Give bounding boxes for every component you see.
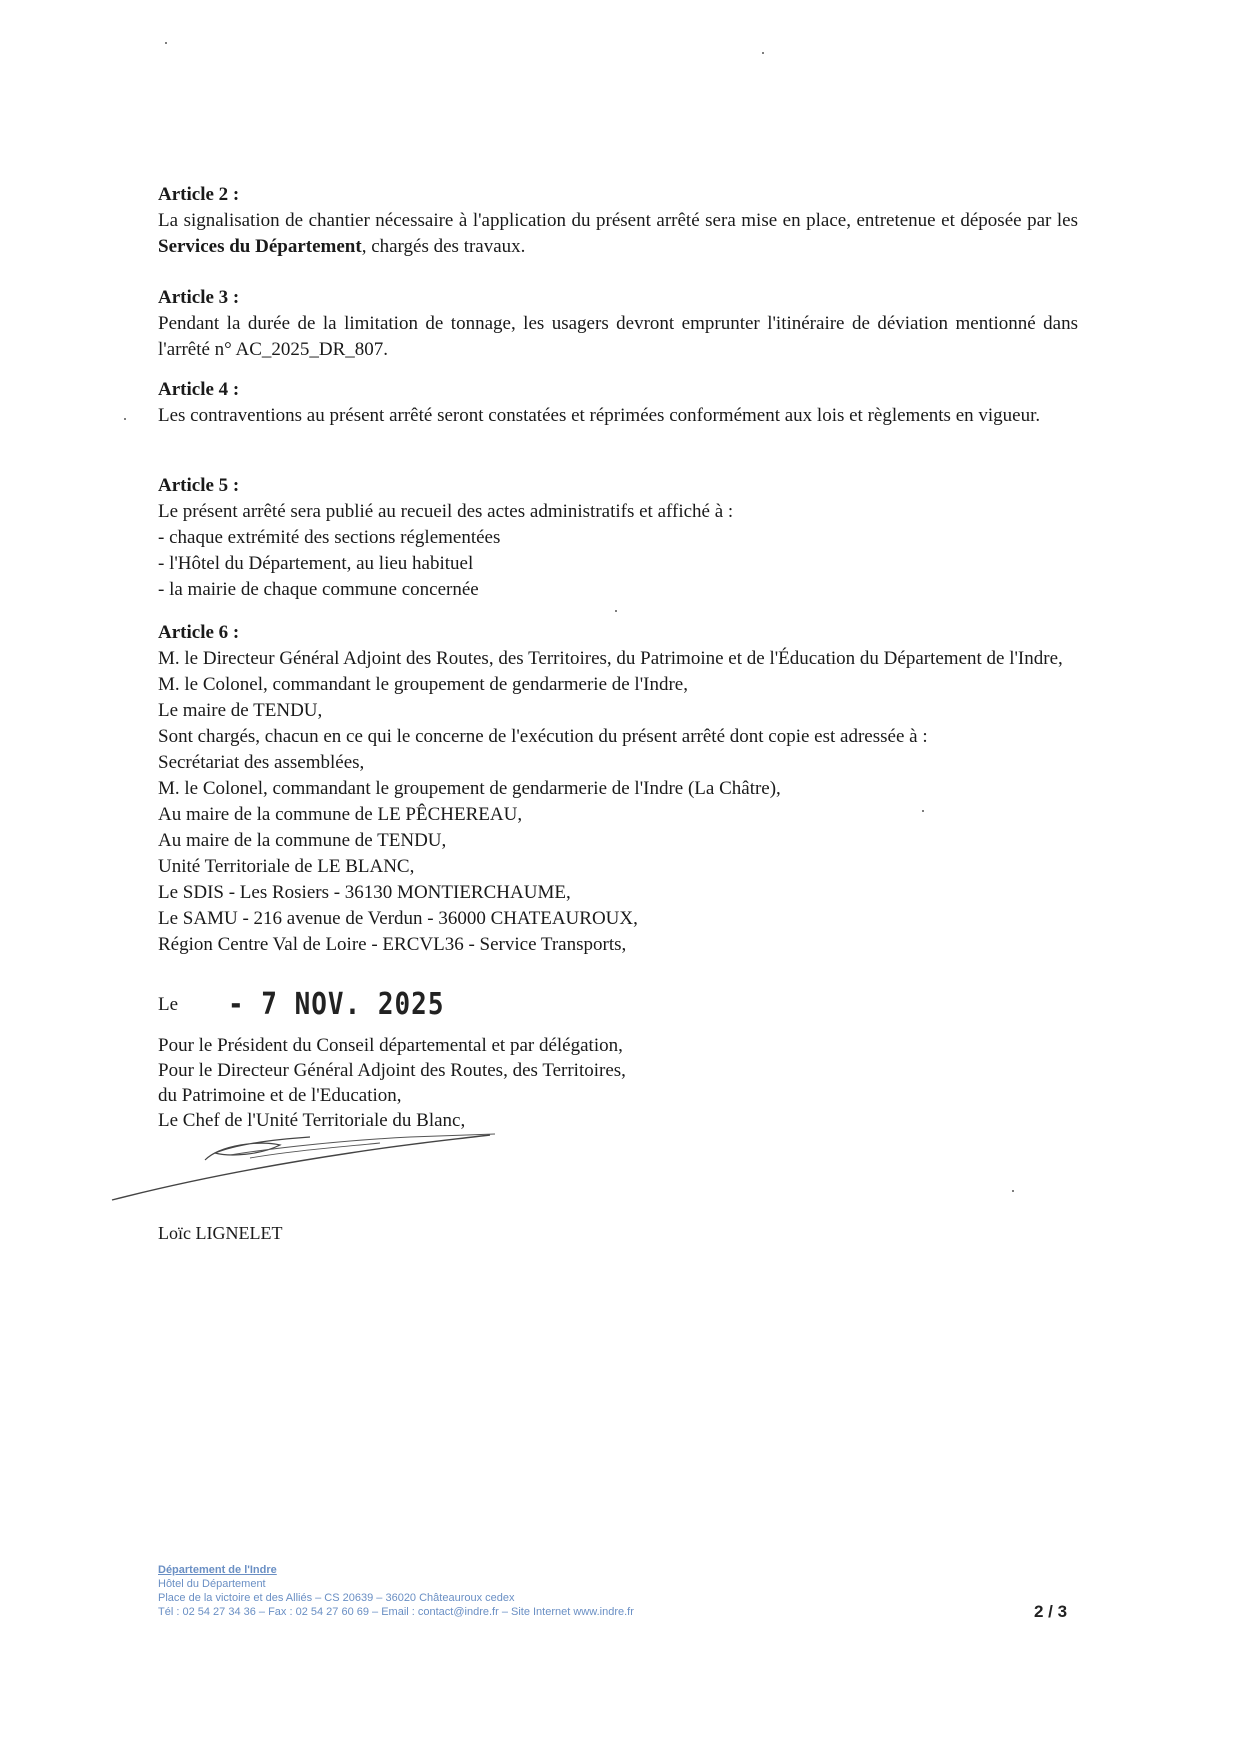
list-item: M. le Colonel, commandant le groupement de gendarmerie de l'Indre, (158, 674, 688, 695)
list-item: Sont chargés, chacun en ce qui le concerne de l'exécution du présent arrêté dont copie est adressée à : (158, 726, 928, 747)
article-3-title: Article 3 : (158, 287, 240, 308)
list-item: M. le Colonel, commandant le groupement de gendarmerie de l'Indre (La Châtre), (158, 778, 781, 799)
footer-line: Tél : 02 54 27 34 36 – Fax : 02 54 27 60 69 – Email : contact@indre.fr – Site Internet www.indre.fr (158, 1606, 634, 1618)
article-6 (158, 620, 1078, 958)
signature-block (158, 1033, 626, 1133)
list-item: Le maire de TENDU, (158, 700, 323, 721)
signature-line: Pour le Président du Conseil départemental et par délégation, (158, 1035, 623, 1056)
scan-speck (165, 42, 167, 44)
list-item: - l'Hôtel du Département, au lieu habituel (158, 553, 474, 574)
article-4-text: Les contraventions au présent arrêté seront constatées et réprimées conformément aux lois et règlements en vigueur. (158, 405, 1041, 426)
scan-speck (762, 52, 764, 54)
scan-speck (124, 418, 126, 420)
signature-line: Le Chef de l'Unité Territoriale du Blanc, (158, 1110, 466, 1131)
article-2-bold: Services du Département (158, 236, 362, 257)
list-item: Le SDIS - Les Rosiers - 36130 MONTIERCHAUME, (158, 882, 571, 903)
scan-speck (1012, 1190, 1014, 1192)
signature-line: du Patrimoine et de l'Education, (158, 1085, 402, 1106)
handwritten-signature (110, 1125, 510, 1205)
article-5-title: Article 5 : (158, 475, 240, 496)
date-label: Le (158, 994, 179, 1015)
article-5-intro: Le présent arrêté sera publié au recueil des actes administratifs et affiché à : (158, 501, 734, 522)
list-item: Au maire de la commune de LE PÊCHEREAU, (158, 804, 523, 825)
signer-name: Loïc LIGNELET (158, 1223, 283, 1243)
signature-line: Pour le Directeur Général Adjoint des Routes, des Territoires, (158, 1060, 626, 1081)
article-2-title: Article 2 : (158, 184, 240, 205)
page-number: 2 / 3 (1034, 1602, 1068, 1621)
article-5 (158, 473, 1078, 603)
scan-speck (615, 610, 617, 612)
footer (158, 1563, 634, 1619)
article-2-text: La signalisation de chantier nécessaire à l'application du présent arrêté sera mise en place, entretenue et déposée par les Services du Département, chargés des travaux. (158, 210, 1078, 257)
list-item: - chaque extrémité des sections réglementées (158, 527, 501, 548)
list-item: Au maire de la commune de TENDU, (158, 830, 447, 851)
article-6-intro: M. le Directeur Général Adjoint des Routes, des Territoires, du Patrimoine et de l'Éducation du Département de l'Indre, (158, 648, 1063, 669)
list-item: Unité Territoriale de LE BLANC, (158, 856, 415, 877)
footer-line: Place de la victoire et des Alliés – CS 20639 – 36020 Châteauroux cedex (158, 1592, 515, 1604)
footer-department: Département de l'Indre (158, 1564, 277, 1576)
date-row (158, 987, 445, 1023)
article-6-title: Article 6 : (158, 622, 240, 643)
list-item: Le SAMU - 216 avenue de Verdun - 36000 CHATEAUROUX, (158, 908, 638, 929)
article-2 (158, 182, 1078, 260)
article-3 (158, 285, 1078, 363)
article-4 (158, 377, 1078, 429)
article-3-text: Pendant la durée de la limitation de tonnage, les usagers devront emprunter l'itinéraire de déviation mentionné dans l'arrêté n° AC_2025_DR_807. (158, 313, 1078, 360)
article-4-title: Article 4 : (158, 379, 240, 400)
footer-line: Hôtel du Département (158, 1578, 266, 1590)
list-item: Région Centre Val de Loire - ERCVL36 - Service Transports, (158, 934, 627, 955)
list-item: Secrétariat des assemblées, (158, 752, 365, 773)
list-item: - la mairie de chaque commune concernée (158, 579, 479, 600)
date-stamp: - 7 NOV. 2025 (228, 987, 445, 1023)
